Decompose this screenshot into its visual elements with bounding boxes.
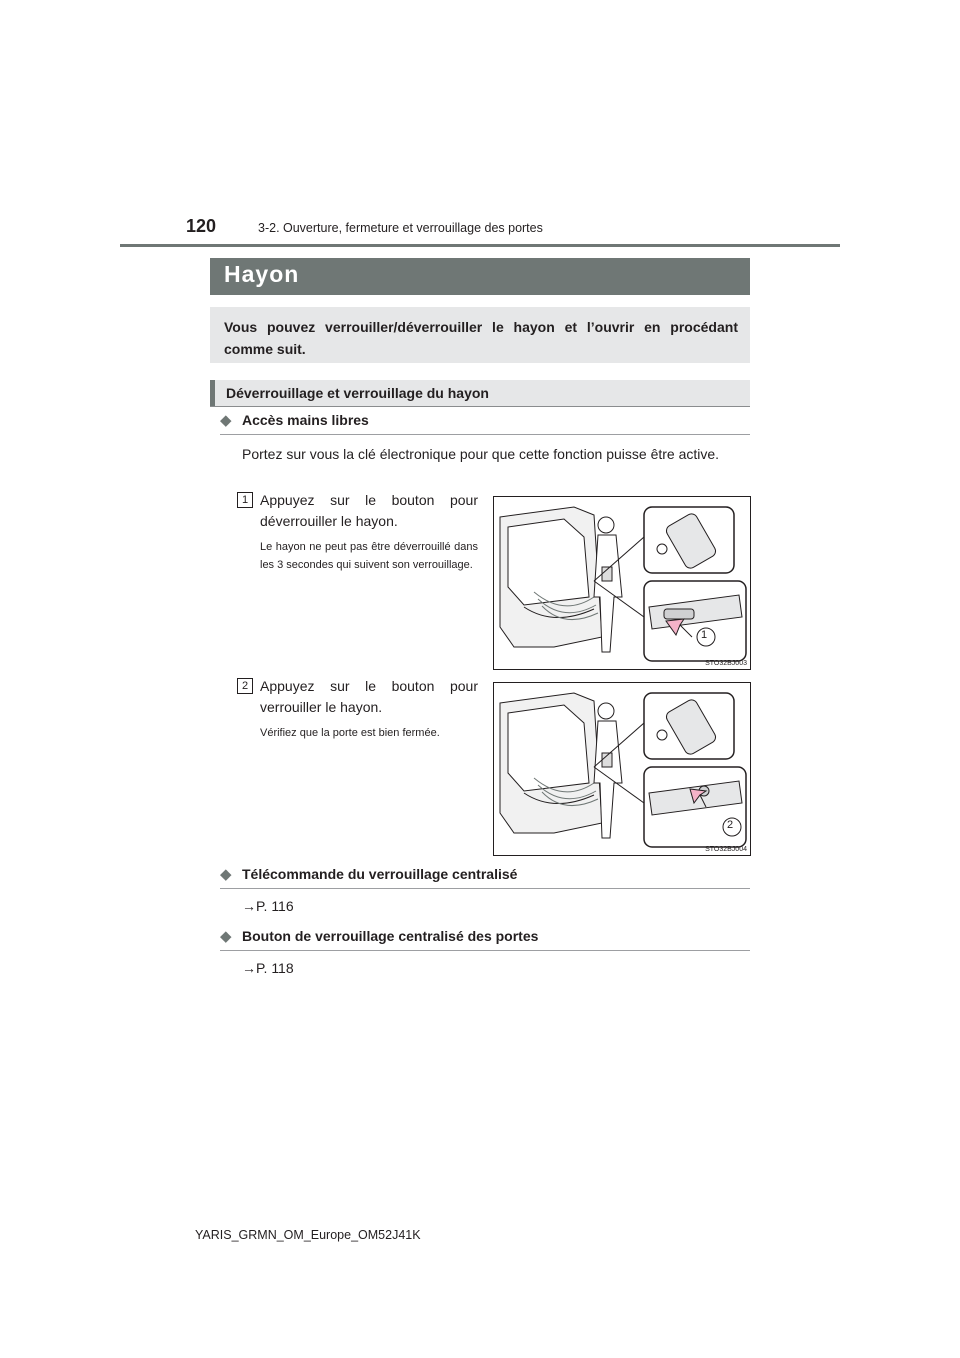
intro-box — [210, 307, 750, 363]
step-1-note: Le hayon ne peut pas être déverrouillé dans les 3 secondes qui suivent son verrouillage. — [260, 541, 478, 571]
step-number-1: 1 — [237, 492, 253, 508]
diamond-icon: ◆ — [220, 866, 232, 883]
callout-2: 2 — [727, 819, 734, 831]
step-2-note: Vérifiez que la porte est bien fermée. — [260, 727, 440, 739]
intro-text: Vous pouvez verrouiller/déverrouiller le hayon et l’ouvrir en procédant comme suit. — [224, 319, 738, 357]
diamond-icon: ◆ — [220, 412, 232, 429]
page-reference-link[interactable]: →P. 118 — [242, 960, 294, 976]
image-code: STO32BJ004 — [705, 846, 747, 853]
image-code: STO32BJ003 — [705, 660, 747, 667]
item-description: Portez sur vous la clé électronique pour que cette fonction puisse être active. — [242, 446, 720, 462]
step-1-text: Appuyez sur le bouton pour déverrouiller le hayon. — [260, 492, 478, 529]
item-heading-remote — [220, 864, 750, 889]
item-label: Accès mains libres — [242, 412, 369, 428]
item-heading-central-lock — [220, 926, 750, 951]
unlock-illustration-svg — [494, 497, 750, 669]
illustration-lock — [493, 682, 751, 856]
page-number: 120 — [186, 216, 217, 236]
callout-1: 1 — [701, 629, 708, 641]
footer-doc-id: YARIS_GRMN_OM_Europe_OM52J41K — [195, 1228, 421, 1242]
step-2-text: Appuyez sur le bouton pour verrouiller le hayon. — [260, 678, 478, 715]
page-reference-link[interactable]: →P. 116 — [242, 898, 294, 914]
item-label: Télécommande du verrouillage centralisé — [242, 866, 518, 882]
section-label: 3-2. Ouverture, fermeture et verrouillage des portes — [258, 221, 543, 235]
subheading — [210, 380, 750, 407]
title-bar — [210, 258, 750, 295]
item-heading-hands-free — [220, 410, 750, 435]
item-label: Bouton de verrouillage centralisé des portes — [242, 928, 539, 944]
header-rule — [120, 244, 840, 247]
step-number-2: 2 — [237, 678, 253, 694]
subheading-label: Déverrouillage et verrouillage du hayon — [226, 385, 489, 401]
lock-illustration-svg — [494, 683, 750, 855]
subheading-bar — [210, 380, 215, 406]
page-title: Hayon — [224, 261, 300, 287]
diamond-icon: ◆ — [220, 928, 232, 945]
illustration-unlock — [493, 496, 751, 670]
